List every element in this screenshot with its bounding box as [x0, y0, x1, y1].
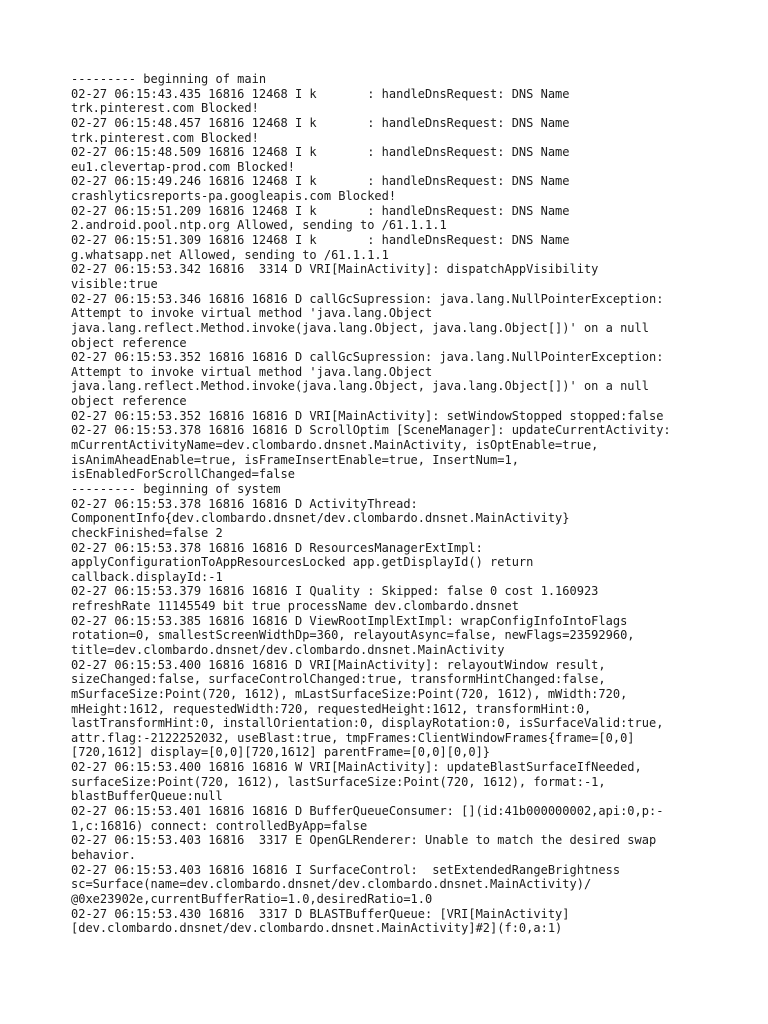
- log-line: 02-27 06:15:53.346 16816 16816 D callGcSupression: java.lang.NullPointerException:: [71, 291, 664, 306]
- log-line: title=dev.clombardo.dnsnet/dev.clombardo.dnsnet.MainActivity: [71, 642, 505, 657]
- log-line: crashlyticsreports-pa.googleapis.com Blocked!: [71, 189, 397, 204]
- log-line: 02-27 06:15:53.352 16816 16816 D callGcSupression: java.lang.NullPointerException:: [71, 350, 664, 365]
- log-line: applyConfigurationToAppResourcesLocked app.getDisplayId() return: [71, 555, 534, 570]
- log-line: g.whatsapp.net Allowed, sending to /61.1.1.1: [71, 247, 389, 262]
- log-line: attr.flag:-2122252032, useBlast:true, tmpFrames:ClientWindowFrames{frame=[0,0]: [71, 730, 635, 745]
- log-line: 02-27 06:15:49.246 16816 12468 I k : handleDnsRequest: DNS Name: [71, 174, 570, 189]
- log-line: [720,1612] display=[0,0][720,1612] parentFrame=[0,0][0,0]}: [71, 745, 491, 760]
- log-line: java.lang.reflect.Method.invoke(java.lang.Object, java.lang.Object[])' on a null: [71, 320, 649, 335]
- log-document: [71, 72, 751, 936]
- log-line: --------- beginning of system: [71, 481, 281, 496]
- log-line: refreshRate 11145549 bit true processName dev.clombardo.dnsnet: [71, 599, 519, 614]
- log-line: 2.android.pool.ntp.org Allowed, sending to /61.1.1.1: [71, 218, 447, 233]
- log-line: --------- beginning of main: [71, 72, 267, 86]
- log-line: visible:true: [71, 276, 158, 291]
- log-line: sc=Surface(name=dev.clombardo.dnsnet/dev.clombardo.dnsnet.MainActivity)/: [71, 877, 592, 892]
- log-line: object reference: [71, 394, 187, 409]
- log-line: eu1.clevertap-prod.com Blocked!: [71, 159, 295, 174]
- log-line: [dev.clombardo.dnsnet/dev.clombardo.dnsnet.MainActivity]#2](f:0,a:1): [71, 921, 563, 936]
- log-line: 02-27 06:15:48.457 16816 12468 I k : handleDnsRequest: DNS Name: [71, 115, 570, 130]
- log-line: 02-27 06:15:53.403 16816 3317 E OpenGLRenderer: Unable to match the desired swap: [71, 833, 657, 848]
- log-line: 02-27 06:15:53.379 16816 16816 I Quality : Skipped: false 0 cost 1.160923: [71, 584, 599, 599]
- log-line: mSurfaceSize:Point(720, 1612), mLastSurfaceSize:Point(720, 1612), mWidth:720,: [71, 686, 628, 701]
- log-line: 02-27 06:15:53.430 16816 3317 D BLASTBufferQueue: [VRI[MainActivity]: [71, 906, 570, 921]
- log-line: callback.displayId:-1: [71, 569, 223, 584]
- log-line: java.lang.reflect.Method.invoke(java.lang.Object, java.lang.Object[])' on a null: [71, 379, 649, 394]
- log-line: 02-27 06:15:53.378 16816 16816 D ResourcesManagerExtImpl:: [71, 540, 483, 555]
- log-line: 1,c:16816) connect: controlledByApp=false: [71, 818, 368, 833]
- log-line: 02-27 06:15:53.342 16816 3314 D VRI[MainActivity]: dispatchAppVisibility: [71, 262, 599, 277]
- log-line: 02-27 06:15:53.403 16816 16816 I SurfaceControl: setExtendedRangeBrightness: [71, 862, 621, 877]
- log-line: 02-27 06:15:51.209 16816 12468 I k : handleDnsRequest: DNS Name: [71, 203, 570, 218]
- log-line: sizeChanged:false, surfaceControlChanged:true, transformHintChanged:false,: [71, 672, 606, 687]
- log-line: 02-27 06:15:53.401 16816 16816 D BufferQueueConsumer: [](id:41b000000002,api:0,p:-: [71, 804, 664, 819]
- log-line: 02-27 06:15:53.400 16816 16816 D VRI[MainActivity]: relayoutWindow result,: [71, 657, 606, 672]
- log-line: isAnimAheadEnable=true, isFrameInsertEnable=true, InsertNum=1,: [71, 452, 519, 467]
- log-line: 02-27 06:15:53.400 16816 16816 W VRI[MainActivity]: updateBlastSurfaceIfNeeded,: [71, 760, 642, 775]
- log-line: @0xe23902e,currentBufferRatio=1.0,desiredRatio=1.0: [71, 891, 433, 906]
- log-line: isEnabledForScrollChanged=false: [71, 467, 295, 482]
- log-line: rotation=0, smallestScreenWidthDp=360, relayoutAsync=false, newFlags=23592960,: [71, 628, 635, 643]
- log-line: trk.pinterest.com Blocked!: [71, 101, 259, 116]
- log-line: 02-27 06:15:53.352 16816 16816 D VRI[MainActivity]: setWindowStopped stopped:false: [71, 408, 664, 423]
- log-line: mHeight:1612, requestedWidth:720, requestedHeight:1612, transformHint:0,: [71, 701, 592, 716]
- log-line: mCurrentActivityName=dev.clombardo.dnsnet.MainActivity, isOptEnable=true,: [71, 438, 599, 453]
- log-line: Attempt to invoke virtual method 'java.lang.Object: [71, 306, 433, 321]
- log-line: ComponentInfo{dev.clombardo.dnsnet/dev.clombardo.dnsnet.MainActivity}: [71, 511, 570, 526]
- log-line: object reference: [71, 335, 187, 350]
- log-line: trk.pinterest.com Blocked!: [71, 130, 259, 145]
- log-line: 02-27 06:15:53.378 16816 16816 D ActivityThread:: [71, 496, 418, 511]
- log-line: Attempt to invoke virtual method 'java.lang.Object: [71, 364, 433, 379]
- log-line: 02-27 06:15:53.378 16816 16816 D ScrollOptim [SceneManager]: updateCurrentActivity:: [71, 423, 671, 438]
- log-line: blastBufferQueue:null: [71, 789, 223, 804]
- log-line: 02-27 06:15:43.435 16816 12468 I k : handleDnsRequest: DNS Name: [71, 86, 570, 101]
- log-line: 02-27 06:15:53.385 16816 16816 D ViewRootImplExtImpl: wrapConfigInfoIntoFlags: [71, 613, 628, 628]
- log-line: 02-27 06:15:51.309 16816 12468 I k : handleDnsRequest: DNS Name: [71, 233, 570, 248]
- log-line: behavior.: [71, 847, 137, 862]
- log-line: lastTransformHint:0, installOrientation:0, displayRotation:0, isSurfaceValid:true,: [71, 716, 664, 731]
- log-line: surfaceSize:Point(720, 1612), lastSurfaceSize:Point(720, 1612), format:-1,: [71, 774, 606, 789]
- log-line: checkFinished=false 2: [71, 525, 223, 540]
- log-line: 02-27 06:15:48.509 16816 12468 I k : handleDnsRequest: DNS Name: [71, 145, 570, 160]
